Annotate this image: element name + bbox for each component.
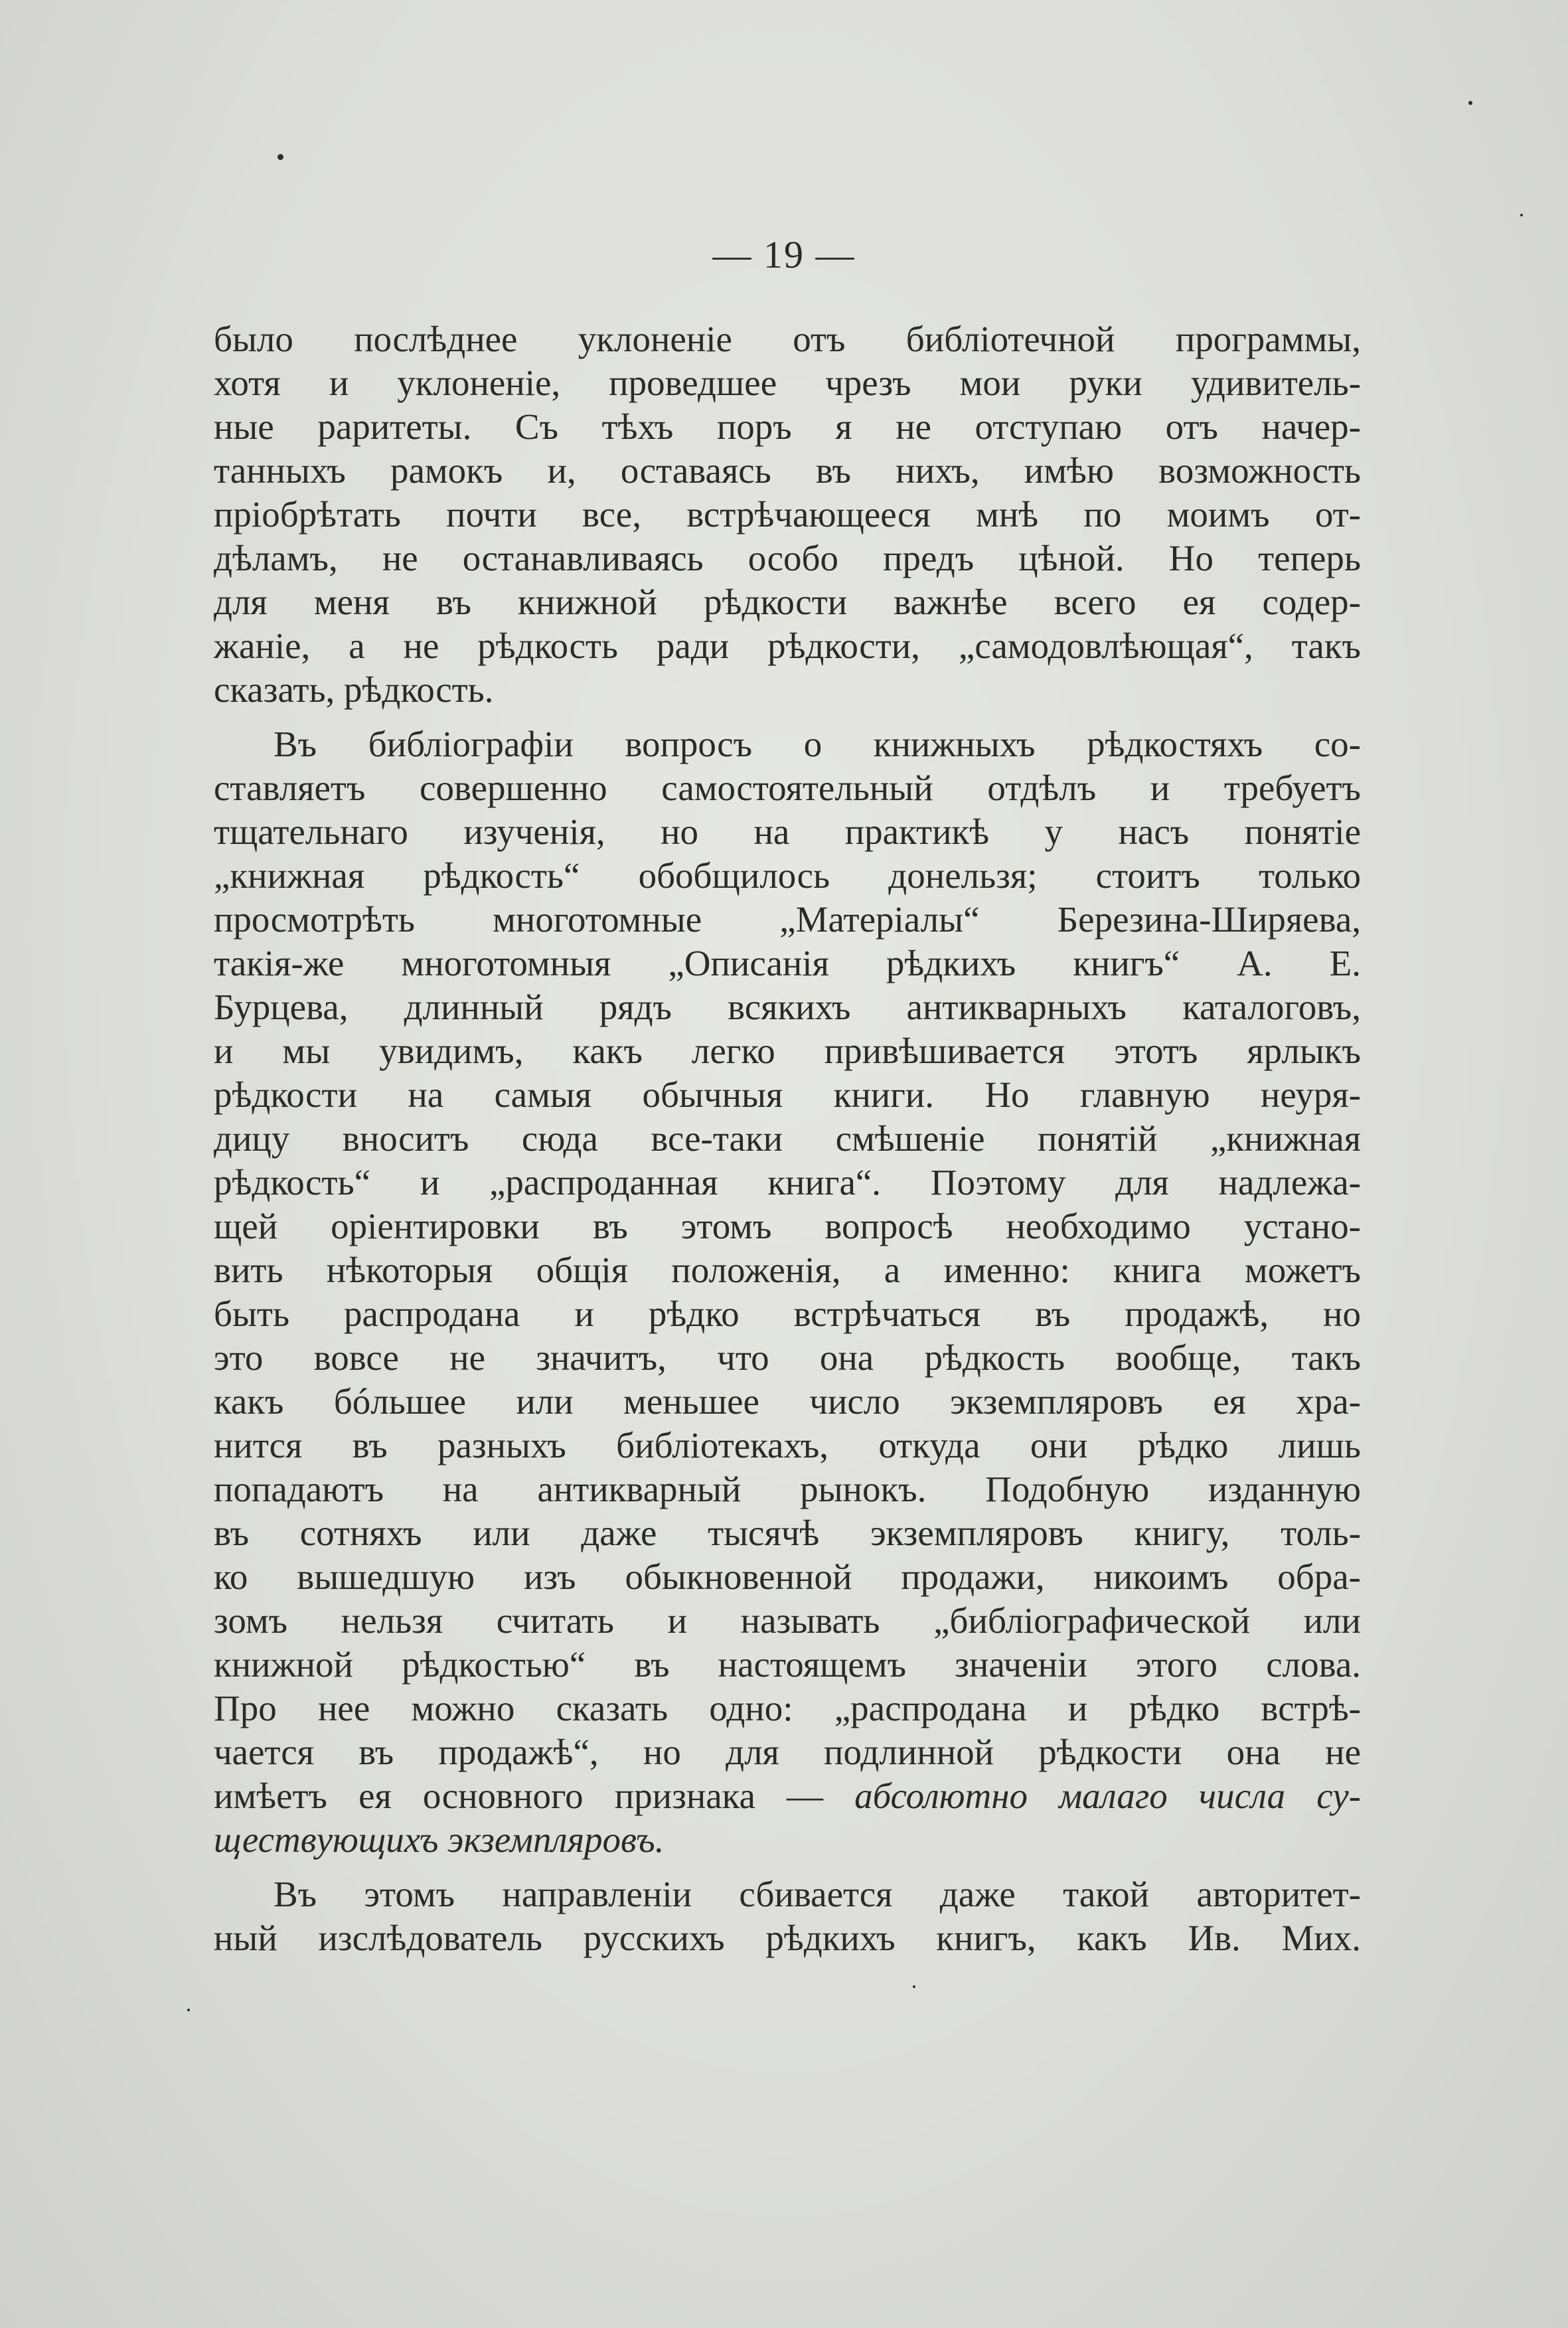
text-line: ко вышедшую изъ обыкновенной продажи, никоимъ обра- [214,1556,1361,1597]
text-line: какъ бóльшее или меньшее число экземпляровъ ея хра- [214,1381,1361,1422]
text-line: рѣдкость“ и „распроданная книга“. Поэтому для надлежа- [214,1162,1361,1203]
text-line: въ сотняхъ или даже тысячѣ экземпляровъ книгу, толь- [214,1513,1361,1553]
text-line: быть распродана и рѣдко встрѣчаться въ продажѣ, но [214,1293,1361,1334]
text-line: пріобрѣтать почти все, встрѣчающееся мнѣ по моимъ от- [214,494,1361,535]
text-line: жаніе, а не рѣдкость ради рѣдкости, „самодовлѣющая“, такъ [214,625,1361,666]
text-line: танныхъ рамокъ и, оставаясь въ нихъ, имѣю возможность [214,450,1361,491]
text-line: Про нее можно сказать одно: „распродана и рѣдко встрѣ- [214,1688,1361,1728]
text-line: щей оріентировки въ этомъ вопросѣ необходимо устано- [214,1206,1361,1246]
text-line: такія-же многотомныя „Описанія рѣдкихъ книгъ“ А. Е. [214,943,1361,983]
text-line: ный изслѣдователь русскихъ рѣдкихъ книгъ, какъ Ив. Мих. [214,1918,1361,1958]
text-line: тщательнаго изученія, но на практикѣ у насъ понятіе [214,811,1361,852]
body-text [214,317,1361,1960]
text-line: было послѣднее уклоненіе отъ библіотечной программы, [214,319,1361,359]
italic-emphasis: абсолютно малаго числа су- [854,1776,1361,1816]
text-line: Въ библіографіи вопросъ о книжныхъ рѣдкостяхъ со- [274,724,1361,764]
ink-speck [187,2009,190,2011]
text-line: просмотрѣть многотомные „Матеріалы“ Березина-Ширяева, [214,899,1361,940]
text-line: чается въ продажѣ“, но для подлинной рѣдкости она не [214,1732,1361,1772]
text-line: зомъ нельзя считать и называть „библіографической или [214,1600,1361,1641]
text-line: Въ этомъ направленіи сбивается даже такой авторитет- [274,1874,1361,1914]
text-line: и мы увидимъ, какъ легко привѣшивается этотъ ярлыкъ [214,1031,1361,1071]
ink-speck [1520,214,1523,216]
text-span: имѣетъ ея основного признака — [214,1776,855,1816]
text-line: дѣламъ, не останавливаясь особо предъ цѣной. Но теперь [214,538,1361,578]
text-line: сказать, рѣдкость. [214,669,494,710]
paragraph-3 [214,1872,1361,1960]
ink-speck [277,154,283,160]
italic-emphasis-line: ществующихъ экземпляровъ. [214,1819,665,1860]
text-line-mixed [214,1774,1361,1818]
page-number: — 19 — [712,233,856,276]
text-line: „книжная рѣдкость“ обобщилось донельзя; стоитъ только [214,855,1361,896]
ink-speck [1468,101,1472,105]
text-line: ставляетъ совершенно самостоятельный отдѣлъ и требуетъ [214,768,1361,808]
text-line: попадаютъ на антикварный рынокъ. Подобную изданную [214,1469,1361,1509]
ink-speck [913,1985,915,1988]
text-line: ные раритеты. Съ тѣхъ поръ я не отступаю отъ начер- [214,406,1361,447]
text-line: Бурцева, длинный рядъ всякихъ антикварныхъ каталоговъ, [214,987,1361,1027]
text-line: хотя и уклоненіе, проведшее чрезъ мои руки удивитель- [214,363,1361,403]
text-line: рѣдкости на самыя обычныя книги. Но главную неуря- [214,1074,1361,1115]
text-line: для меня въ книжной рѣдкости важнѣе всего ея содер- [214,582,1361,622]
text-line: вить нѣкоторыя общія положенія, а именно: книга можетъ [214,1250,1361,1290]
text-line: нится въ разныхъ библіотекахъ, откуда они рѣдко лишь [214,1425,1361,1465]
text-line: это вовсе не значитъ, что она рѣдкость вообще, такъ [214,1337,1361,1378]
text-line: дицу вноситъ сюда все-таки смѣшеніе понятій „книжная [214,1118,1361,1159]
paragraph-1 [214,317,1361,712]
paragraph-2 [214,722,1361,1862]
text-line: книжной рѣдкостью“ въ настоящемъ значеніи этого слова. [214,1644,1361,1685]
